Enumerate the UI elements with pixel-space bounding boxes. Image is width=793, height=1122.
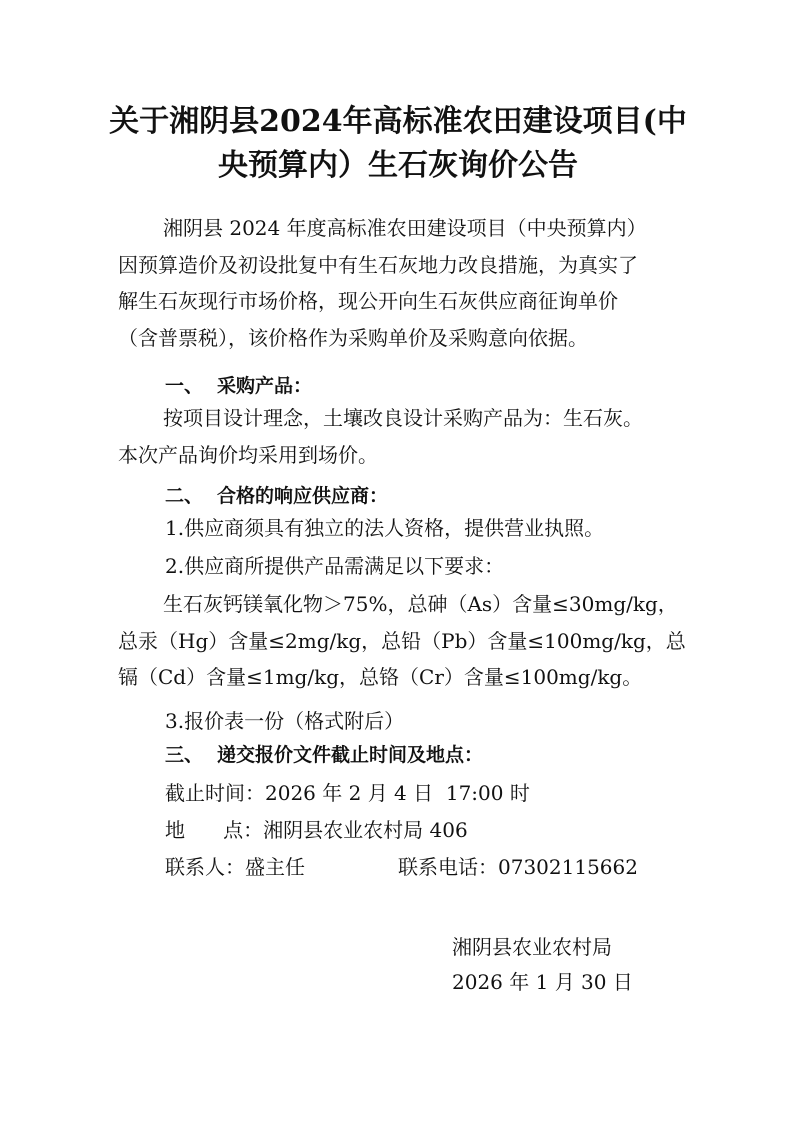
section-2-item-3: 3.报价表一份（格式附后） bbox=[165, 709, 405, 733]
intro-line-1: 湘阴县 2024 年度高标准农田建设项目（中央预算内） bbox=[163, 216, 647, 240]
section-1-number: 一、 bbox=[165, 375, 204, 397]
section-1-line-1: 按项目设计理念，土壤改良设计采购产品为：生石灰。 bbox=[163, 406, 643, 430]
signature-org: 湘阴县农业农村局 bbox=[452, 935, 612, 959]
place-label: 地 点： bbox=[165, 818, 264, 842]
section-2-number: 二、 bbox=[165, 485, 204, 507]
phone-label: 联系电话： bbox=[398, 855, 498, 879]
requirements-paragraph bbox=[118, 586, 686, 696]
requirements-line-2: 总汞（Hg）含量≤2mg/kg，总铅（Pb）含量≤100mg/kg，总 bbox=[118, 628, 686, 653]
contact-value: 盛主任 bbox=[245, 855, 305, 879]
intro-line-3: 解生石灰现行市场价格，现公开向生石灰供应商征询单价 bbox=[118, 289, 618, 313]
section-1-heading bbox=[165, 371, 312, 398]
deadline-value: 2026 年 2 月 4 日 17:00 时 bbox=[265, 781, 530, 805]
title-line-1: 关于湘阴县2024年高标准农田建设项目(中 bbox=[109, 104, 687, 139]
section-2-heading bbox=[165, 481, 388, 508]
section-3-heading bbox=[165, 740, 483, 767]
phone-row bbox=[398, 851, 638, 880]
contact-label: 联系人： bbox=[165, 855, 245, 879]
section-2-title: 合格的响应供应商： bbox=[217, 485, 389, 507]
intro-line-4: （含普票税），该价格作为采购单价及采购意向依据。 bbox=[118, 325, 588, 350]
signature-date: 2026 年 1 月 30 日 bbox=[452, 970, 633, 994]
contact-row bbox=[165, 851, 305, 880]
section-1-title: 采购产品： bbox=[217, 375, 313, 397]
requirements-line-1: 生石灰钙镁氧化物＞75%，总砷（As）含量≤30mg/kg， bbox=[163, 592, 678, 616]
place-row bbox=[165, 814, 468, 843]
intro-line-2: 因预算造价及初设批复中有生石灰地力改良措施，为真实了 bbox=[118, 252, 638, 277]
deadline-row bbox=[165, 777, 530, 806]
requirements-line-3: 镉（Cd）含量≤1mg/kg，总铬（Cr）含量≤100mg/kg。 bbox=[118, 665, 643, 689]
phone-value: 07302115662 bbox=[498, 855, 638, 879]
section-3-number: 三、 bbox=[165, 744, 204, 766]
section-1-paragraph bbox=[118, 400, 683, 473]
section-2-item-2: 2.供应商所提供产品需满足以下要求： bbox=[165, 554, 505, 578]
intro-paragraph bbox=[118, 210, 683, 356]
document-title bbox=[108, 100, 688, 188]
section-2-item-1: 1.供应商须具有独立的法人资格，提供营业执照。 bbox=[165, 516, 605, 540]
title-line-2: 央预算内）生石灰询价公告 bbox=[218, 148, 578, 183]
section-3-title: 递交报价文件截止时间及地点： bbox=[217, 744, 484, 766]
place-value: 湘阴县农业农村局 406 bbox=[263, 818, 468, 842]
deadline-label: 截止时间： bbox=[165, 781, 265, 805]
section-1-line-2: 本次产品询价均采用到场价。 bbox=[118, 442, 378, 467]
